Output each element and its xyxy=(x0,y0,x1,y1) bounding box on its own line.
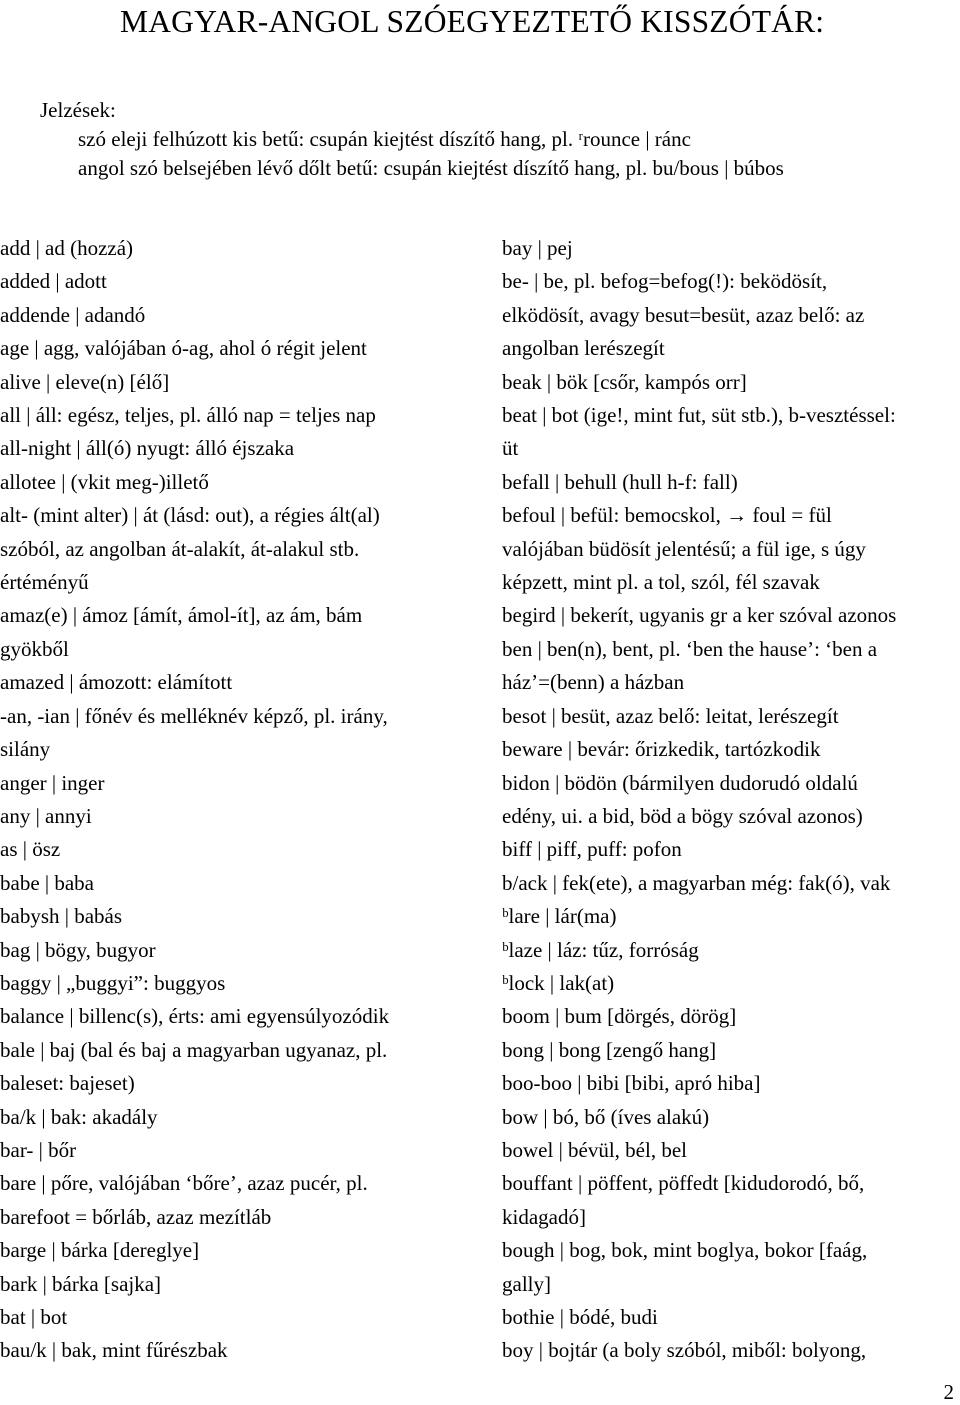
entry-line: bark | bárka [sajka] xyxy=(0,1271,162,1296)
entry-line: befoul | befül: bemocskol, → foul = fül xyxy=(502,503,832,528)
dictionary-entry xyxy=(502,1301,960,1334)
dictionary-entry xyxy=(0,800,470,833)
dictionary-entry xyxy=(0,466,470,499)
entry-line: ᵇlare | lár(ma) xyxy=(502,904,617,929)
legend-line: szó eleji felhúzott kis betű: csupán kiejtést díszítő hang, pl. ʳrounce | ránc xyxy=(78,127,691,151)
dictionary-entry xyxy=(502,265,960,365)
entry-line: ᵇlaze | láz: tűz, forróság xyxy=(502,937,699,962)
entry-line: amaz(e) | ámoz [ámít, ámol-ít], az ám, bám xyxy=(0,603,363,628)
dictionary-entry xyxy=(502,232,960,265)
entry-line: added | adott xyxy=(0,269,107,294)
entry-line: bau/k | bak, mint fűrészbak xyxy=(0,1338,228,1363)
entry-line: befall | behull (hull h-f: fall) xyxy=(502,469,738,494)
dictionary-entry xyxy=(502,1334,960,1367)
entry-line: bale | baj (bal és baj a magyarban ugyanaz, pl. xyxy=(0,1037,388,1062)
entry-line: boom | bum [dörgés, dörög] xyxy=(502,1004,737,1029)
dictionary-entry xyxy=(502,1000,960,1033)
entry-line: bow | bó, bő (íves alakú) xyxy=(502,1104,710,1129)
dictionary-entry xyxy=(502,633,960,700)
entry-line: szóból, az angolban át-alakít, át-alakul stb. xyxy=(0,536,360,561)
entry-line: bag | bögy, bugyor xyxy=(0,937,156,962)
entry-line: ben | ben(n), bent, pl. ‘ben the hause’: ‘ben a xyxy=(502,636,878,661)
entry-line: be- | be, pl. befog=befog(!): beködösít, xyxy=(502,269,828,294)
entry-line: babe | baba xyxy=(0,870,94,895)
dictionary-entry xyxy=(0,1268,470,1301)
dictionary-entry xyxy=(502,767,960,834)
entry-line: any | annyi xyxy=(0,803,92,828)
dictionary-entry xyxy=(502,466,960,499)
dictionary-entry xyxy=(0,499,470,599)
entry-line: beat | bot (ige!, mint fut, süt stb.), b-vesztéssel: xyxy=(502,403,896,428)
entry-line: barge | bárka [dereglye] xyxy=(0,1238,200,1263)
dictionary-entry xyxy=(502,1101,960,1134)
dictionary-entry xyxy=(502,934,960,967)
dictionary-entry xyxy=(0,1134,470,1167)
dictionary-entry xyxy=(502,967,960,1000)
entry-line: boy | bojtár (a boly szóból, miből: bolyong, xyxy=(502,1338,867,1363)
entry-line: ᵇlock | lak(at) xyxy=(502,970,615,995)
entry-line: begird | bekerít, ugyanis gr a ker szóval azonos xyxy=(502,603,897,628)
dictionary-entry xyxy=(502,499,960,599)
entry-line: bay | pej xyxy=(502,236,573,260)
entry-line: ház’=(benn) a házban xyxy=(502,670,685,695)
dictionary-entry xyxy=(0,599,470,666)
entry-line: valójában büdösít jelentésű; a fül ige, s úgy xyxy=(502,536,866,561)
dictionary-entry xyxy=(0,399,470,432)
dictionary-entry xyxy=(0,1034,470,1101)
dictionary-entry xyxy=(502,1134,960,1167)
entry-line: üt xyxy=(502,436,519,461)
dictionary-entry xyxy=(0,332,470,365)
entry-line: all-night | áll(ó) nyugt: álló éjszaka xyxy=(0,436,295,461)
legend-line: angol szó belsejében lévő dőlt betű: csupán kiejtést díszítő hang, pl. bu/bous | búbos xyxy=(78,156,784,180)
entry-line: b/ack | fek(ete), a magyarban még: fak(ó), vak xyxy=(502,870,891,895)
entry-line: baleset: bajeset) xyxy=(0,1071,135,1096)
dictionary-entry xyxy=(0,833,470,866)
dictionary-entry xyxy=(502,700,960,733)
entry-line: bat | bot xyxy=(0,1305,68,1329)
dictionary-entry xyxy=(502,733,960,766)
entry-line: edény, ui. a bid, böd a bögy szóval azonos) xyxy=(502,803,863,828)
right-column xyxy=(502,232,960,1368)
entry-line: bough | bog, bok, mint boglya, bokor [faág, xyxy=(502,1238,868,1263)
entry-line: -an, -ian | főnév és melléknév képző, pl. irány, xyxy=(0,703,388,728)
entry-line: gyökből xyxy=(0,636,69,661)
entry-line: bouffant | pöffent, pöffedt [kidudorodó, bő, xyxy=(502,1171,865,1196)
page-number: 2 xyxy=(943,1380,954,1404)
entry-line: age | agg, valójában ó-ag, ahol ó régit jelent xyxy=(0,336,367,361)
entry-line: bong | bong [zengő hang] xyxy=(502,1037,717,1062)
entry-line: baggy | „buggyi”: buggyos xyxy=(0,970,226,995)
entry-line: biff | piff, puff: pofon xyxy=(502,837,682,862)
entry-line: beware | bevár: őrizkedik, tartózkodik xyxy=(502,737,821,762)
dictionary-entry xyxy=(502,900,960,933)
dictionary-entry xyxy=(0,1167,470,1234)
dictionary-entry xyxy=(502,599,960,632)
entry-line: bidon | bödön (bármilyen dudorudó oldalú xyxy=(502,770,858,795)
entry-line: gally] xyxy=(502,1271,551,1296)
entry-line: besot | besüt, azaz belő: leitat, lerészegít xyxy=(502,703,839,728)
dictionary-entry xyxy=(502,1067,960,1100)
entry-line: alive | eleve(n) [élő] xyxy=(0,369,170,394)
entry-line: beak | bök [csőr, kampós orr] xyxy=(502,369,747,394)
entry-line: babysh | babás xyxy=(0,904,123,929)
entry-line: silány xyxy=(0,737,51,762)
dictionary-entry xyxy=(502,399,960,466)
page-title: MAGYAR-ANGOL SZÓEGYEZTETŐ KISSZÓTÁR: xyxy=(120,4,825,39)
dictionary-entry xyxy=(0,700,470,767)
dictionary-entry xyxy=(502,366,960,399)
entry-line: képzett, mint pl. a tol, szól, fél szavak xyxy=(502,570,820,595)
entry-line: add | ad (hozzá) xyxy=(0,236,134,260)
entry-line: boo-boo | bibi [bibi, apró hiba] xyxy=(502,1071,761,1096)
entry-line: bare | pőre, valójában ‘bőre’, azaz pucér, pl. xyxy=(0,1171,368,1196)
entry-line: alt- (mint alter) | át (lásd: out), a régies ált(al) xyxy=(0,503,380,528)
dictionary-entry xyxy=(0,666,470,699)
dictionary-entry xyxy=(0,232,470,265)
dictionary-entry xyxy=(0,299,470,332)
dictionary-entry xyxy=(0,900,470,933)
dictionary-entry xyxy=(0,867,470,900)
entry-line: bowel | bévül, bél, bel xyxy=(502,1137,687,1162)
entry-line: angolban lerészegít xyxy=(502,336,665,361)
dictionary-entry xyxy=(0,934,470,967)
legend xyxy=(40,96,784,183)
dictionary-entry xyxy=(0,967,470,1000)
entry-line: elködösít, avagy besut=besüt, azaz belő: az xyxy=(502,302,865,327)
entry-line: értéményű xyxy=(0,570,89,595)
dictionary-entry xyxy=(502,867,960,900)
dictionary-entry xyxy=(0,1000,470,1033)
dictionary-entry xyxy=(0,767,470,800)
entry-line: amazed | ámozott: elámított xyxy=(0,670,233,695)
dictionary-entry xyxy=(502,833,960,866)
entry-line: bothie | bódé, budi xyxy=(502,1305,658,1329)
entry-line: allotee | (vkit meg-)illető xyxy=(0,469,209,494)
entry-line: addende | adandó xyxy=(0,302,146,327)
dictionary-entry xyxy=(0,1234,470,1267)
dictionary-entry xyxy=(0,1334,470,1367)
left-column xyxy=(0,232,470,1368)
entry-line: anger | inger xyxy=(0,770,105,795)
entry-line: kidagadó] xyxy=(502,1204,586,1229)
dictionary-entry xyxy=(0,1301,470,1334)
legend-heading: Jelzések: xyxy=(40,98,116,122)
dictionary-entry xyxy=(0,1101,470,1134)
entry-line: barefoot = bőrláb, azaz mezítláb xyxy=(0,1204,272,1229)
entry-line: bar- | bőr xyxy=(0,1137,77,1162)
entry-line: balance | billenc(s), érts: ami egyensúlyozódik xyxy=(0,1004,390,1029)
dictionary-entry xyxy=(502,1234,960,1301)
entry-line: ba/k | bak: akadály xyxy=(0,1104,158,1129)
entry-line: all | áll: egész, teljes, pl. álló nap = teljes nap xyxy=(0,403,376,428)
dictionary-entry xyxy=(0,432,470,465)
dictionary-entry xyxy=(502,1034,960,1067)
entry-line: as | ösz xyxy=(0,837,61,862)
dictionary-entry xyxy=(502,1167,960,1234)
dictionary-entry xyxy=(0,366,470,399)
dictionary-entry xyxy=(0,265,470,298)
